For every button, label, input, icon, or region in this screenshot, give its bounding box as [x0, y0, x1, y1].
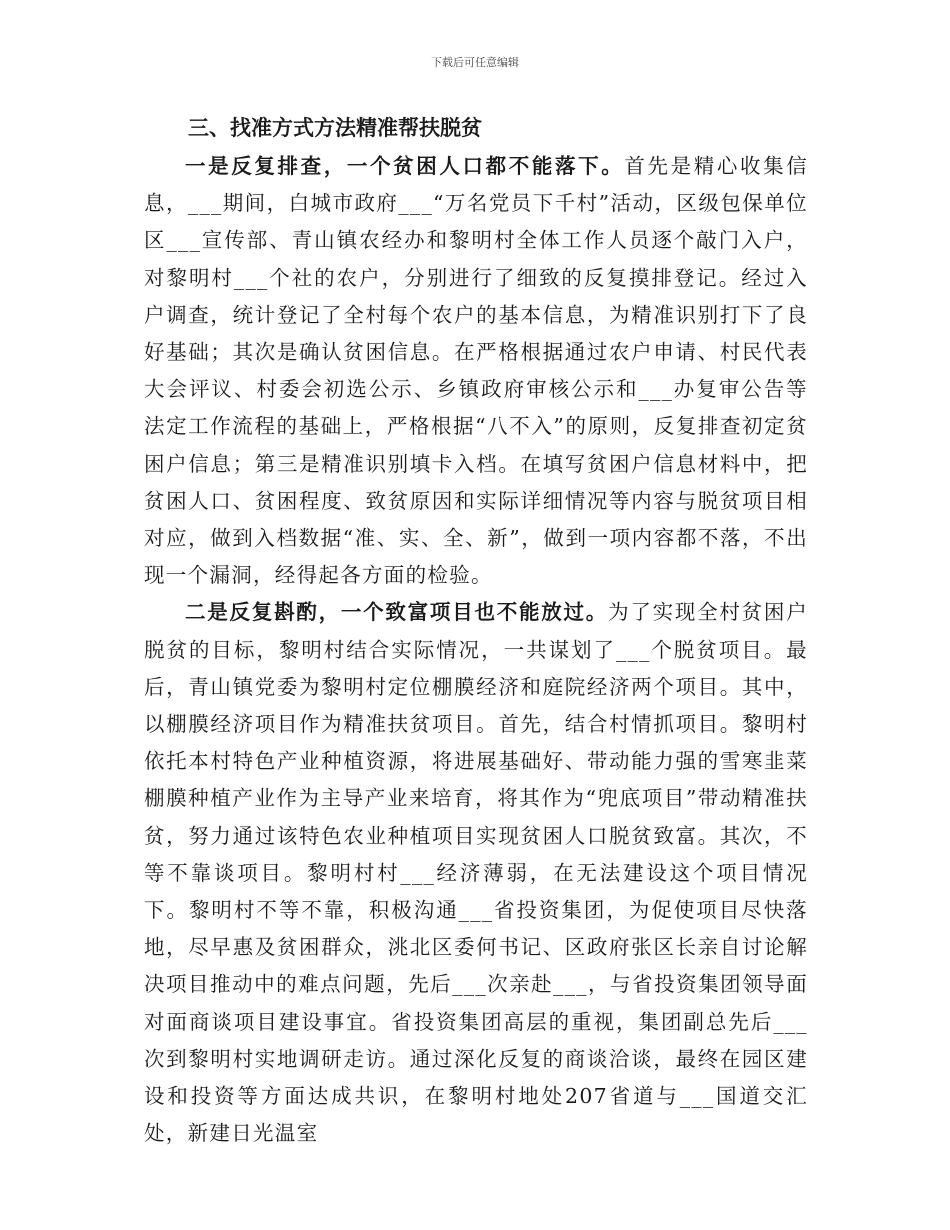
page-header-note: 下载后可任意编辑 [431, 56, 519, 69]
section-title: 三、找准方式方法精准帮扶脱贫 [188, 115, 482, 140]
paragraph-1 [144, 148, 808, 594]
paragraph-1-lead: 一是反复排查，一个贫困人口都不能落下。 [185, 154, 625, 178]
paragraph-2-body: 为了实现全村贫困户脱贫的目标，黎明村结合实际情况，一共谋划了___个脱贫项目。最后，青山镇党委为黎明村定位棚膜经济和庭院经济两个项目。其中，以棚膜经济项目作为精准扶贫项目。首先，结合村情抓项目。黎明村依托本村特色产业种植资源，将进展基础好、带动能力强的雪寒韭菜棚膜种植产业作为主导产业来培育，将其作为“兜底项目”带动精准扶贫，努力通过该特色农业种植项目实现贫困人口脱贫致富。其次，不等不靠谈项目。黎明村村___经济薄弱，在无法建设这个项目情况下。黎明村不等不靠，积极沟通___省投资集团，为促使项目尽快落地，尽早惠及贫困群众，洮北区委何书记、区政府张区长亲自讨论解决项目推动中的难点问题，先后___次亲赴___，与省投资集团领导面对面商谈项目建设事宜。省投资集团高层的重视，集团副总先后___次到黎明村实地调研走访。通过深化反复的商谈洽谈，最终在园区建设和投资等方面达成共识，在黎明村地处207省道与___国道交汇处，新建日光温室 [144, 600, 808, 1146]
paragraph-1-body: 首先是精心收集信息，___期间，白城市政府___“万名党员下千村”活动，区级包保单位区___宣传部、青山镇农经办和黎明村全体工作人员逐个敲门入户，对黎明村___个社的农户，分别进行了细致的反复摸排登记。经过入户调查，统计登记了全村每个农户的基本信息，为精准识别打下了良好基础；其次是确认贫困信息。在严格根据通过农户申请、村民代表大会评议、村委会初选公示、乡镇政府审核公示和___办复审公告等法定工作流程的基础上，严格根据“八不入”的原则，反复排查初定贫困户信息；第三是精准识别填卡入档。在填写贫困户信息材料中，把贫困人口、贫困程度、致贫原因和实际详细情况等内容与脱贫项目相对应，做到入档数据“准、实、全、新”，做到一项内容都不落，不出现一个漏洞，经得起各方面的检验。 [144, 154, 809, 588]
paragraph-2 [144, 594, 808, 1152]
paragraph-2-lead: 二是反复斟酌，一个致富项目也不能放过。 [185, 600, 609, 625]
document-body [144, 108, 808, 1152]
